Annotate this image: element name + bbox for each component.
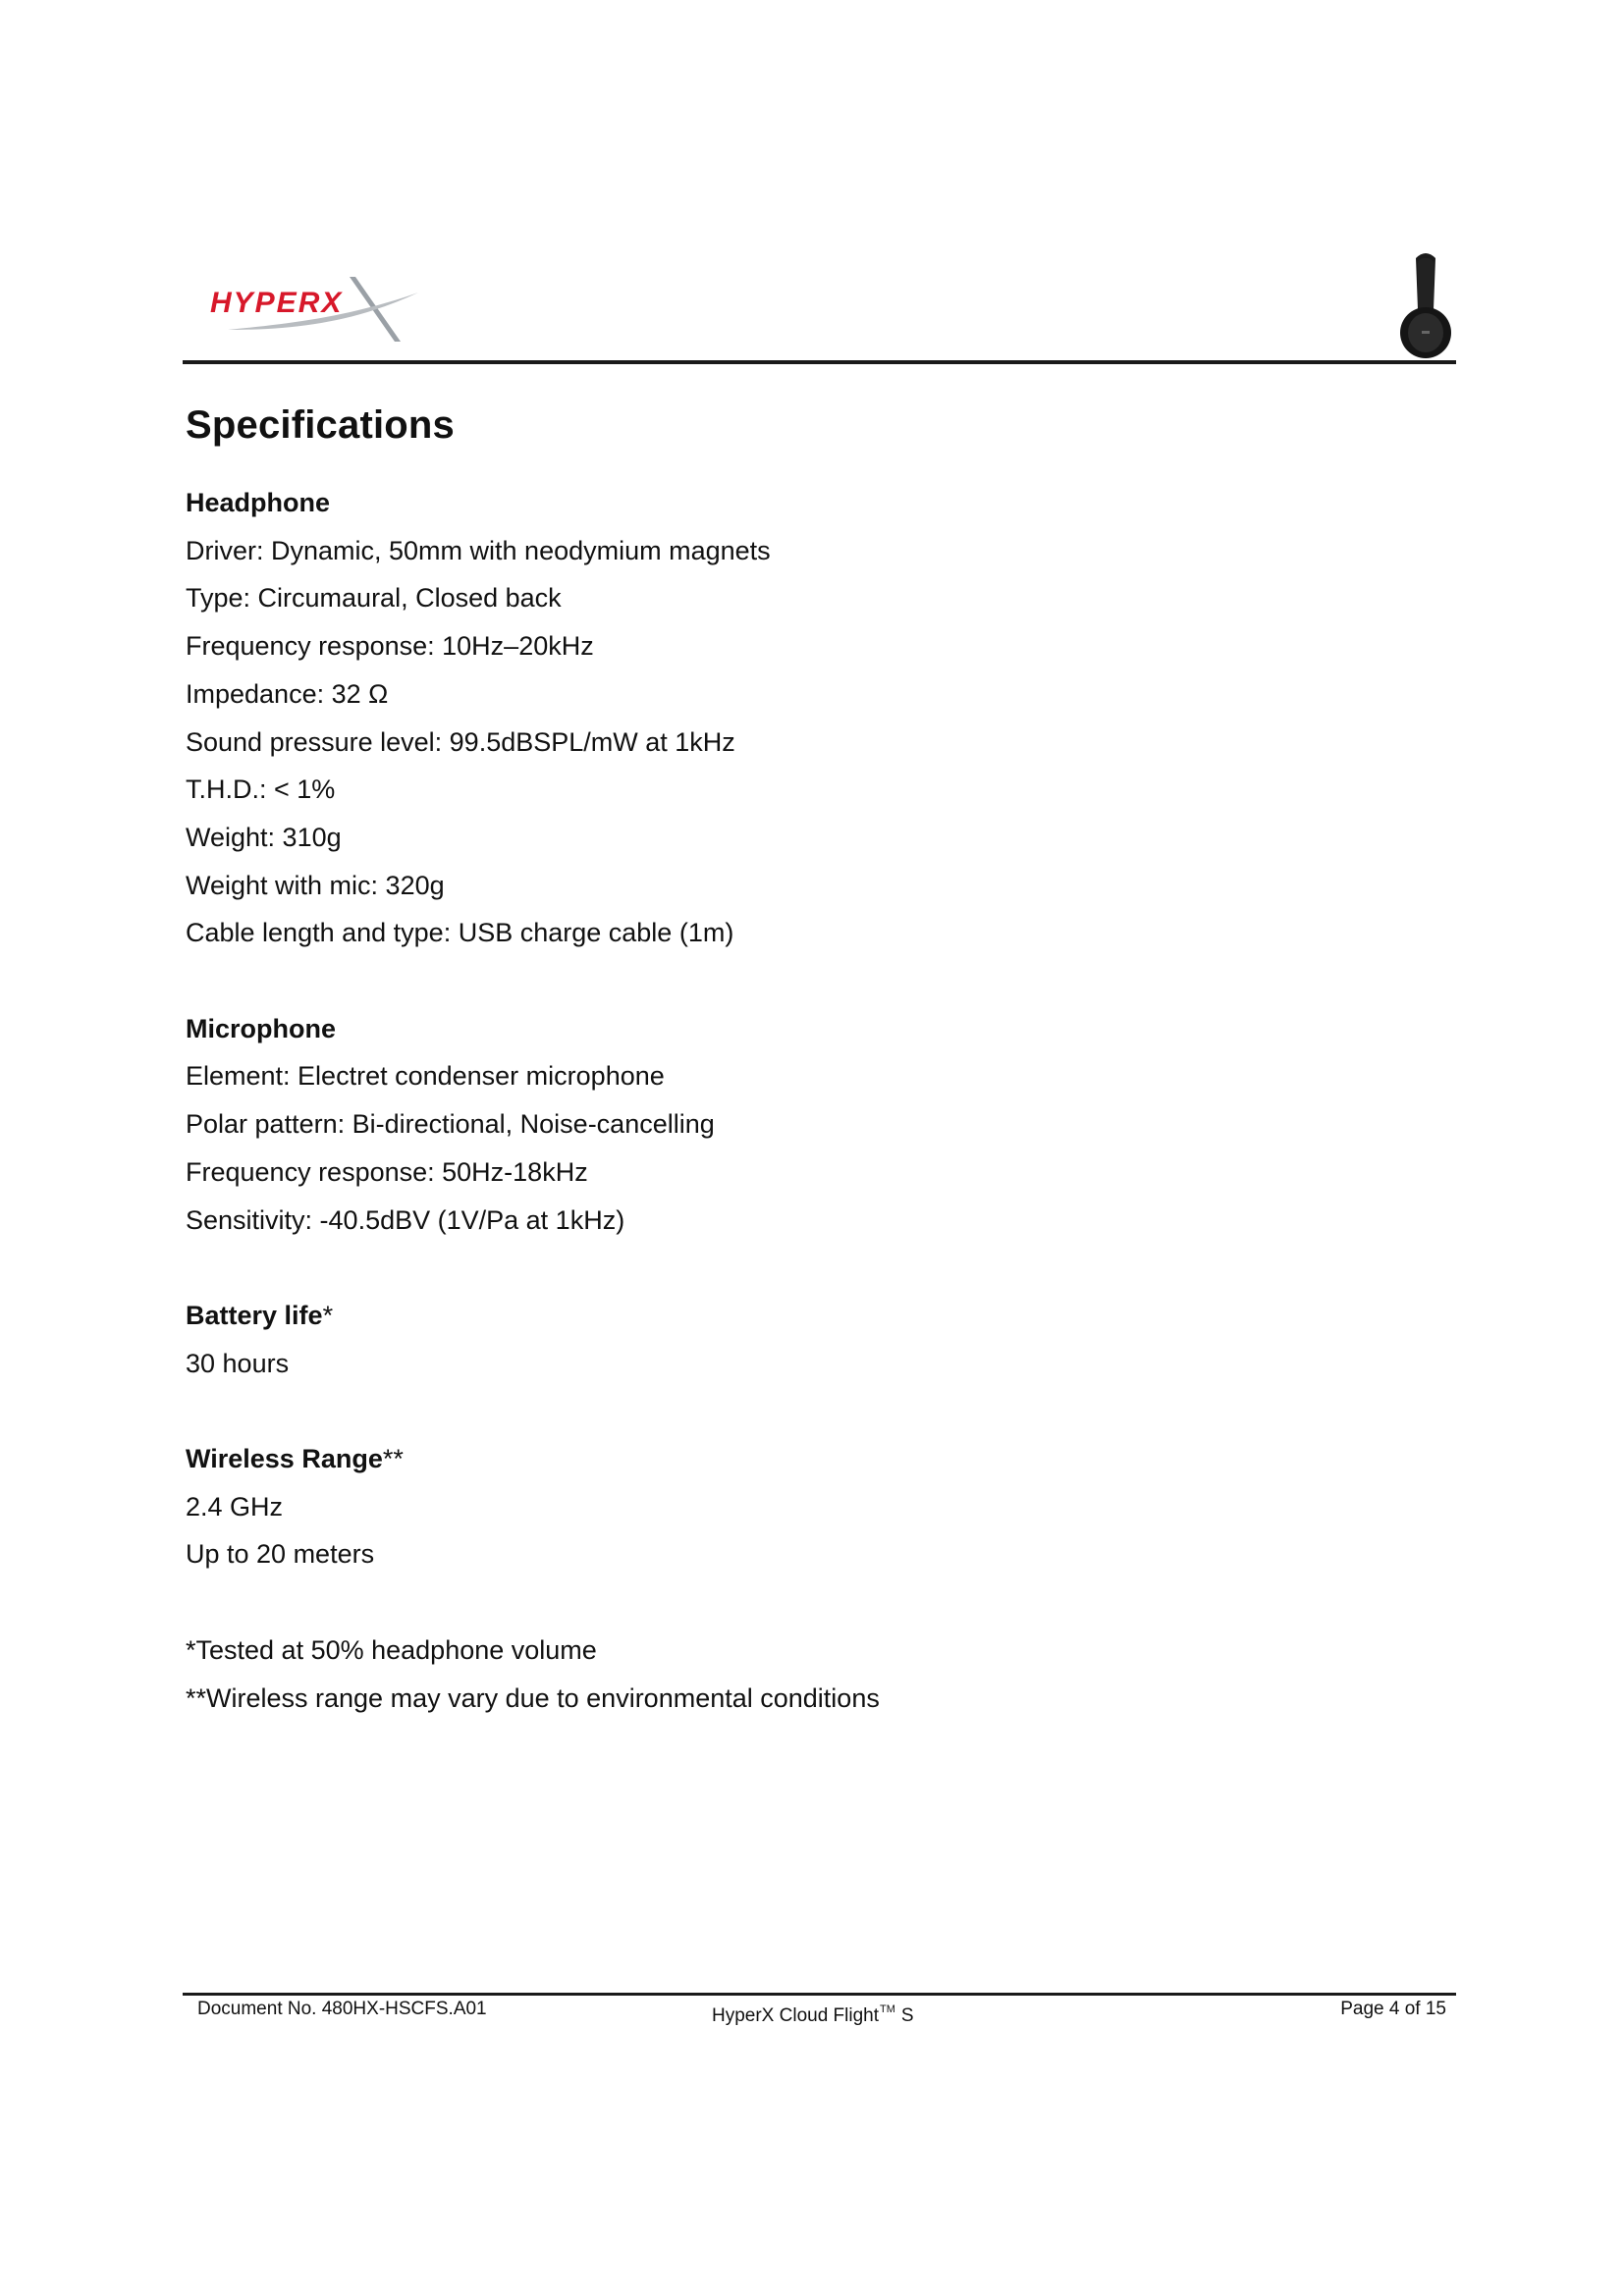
footer-product-text: HyperX Cloud Flight (712, 2005, 880, 2026)
spec-line: Cable length and type: USB charge cable (1m) (186, 918, 734, 948)
footnotes (186, 1627, 1442, 1722)
footnote: **Wireless range may vary due to environmental conditions (186, 1682, 880, 1713)
footer-rule (183, 1993, 1456, 1996)
headset-image (1396, 250, 1455, 360)
section-title-headphone: Headphone (186, 488, 331, 517)
spec-line: 2.4 GHz (186, 1491, 284, 1522)
footer-page-number: Page 4 of 15 (1340, 1999, 1446, 2019)
spec-line: Weight with mic: 320g (186, 870, 445, 900)
spec-line: 30 hours (186, 1348, 290, 1378)
headphone-section (186, 479, 1442, 957)
spec-line: Sensitivity: -40.5dBV (1V/Pa at 1kHz) (186, 1204, 625, 1235)
wireless-section (186, 1435, 1442, 1578)
battery-section (186, 1292, 1442, 1387)
footnote: *Tested at 50% headphone volume (186, 1634, 597, 1665)
footer-doc-number: Document No. 480HX-HSCFS.A01 (197, 1999, 487, 2019)
specifications-content (186, 393, 1442, 1722)
spec-line: Polar pattern: Bi-directional, Noise-cancelling (186, 1109, 715, 1140)
section-title-battery (186, 1292, 1442, 1340)
footer-product-suffix: S (900, 2005, 914, 2026)
spec-line: Frequency response: 50Hz-18kHz (186, 1156, 588, 1187)
spec-line: Impedance: 32 Ω (186, 678, 389, 709)
section-title-microphone: Microphone (186, 1013, 336, 1043)
spec-line: Up to 20 meters (186, 1539, 375, 1570)
section-title-wireless (186, 1435, 1442, 1483)
microphone-section (186, 1005, 1442, 1245)
spec-line: Frequency response: 10Hz–20kHz (186, 631, 594, 662)
wireless-title-text: Wireless Range (186, 1444, 383, 1474)
spec-line: Element: Electret condenser microphone (186, 1061, 665, 1092)
trademark-mark: TM (880, 2003, 895, 2015)
battery-title-text: Battery life (186, 1300, 323, 1330)
page-title: Specifications (186, 403, 455, 447)
spec-line: Sound pressure level: 99.5dBSPL/mW at 1kHz (186, 726, 735, 757)
spec-line: Driver: Dynamic, 50mm with neodymium magnets (186, 535, 771, 565)
hyperx-logo (208, 273, 430, 346)
spec-line: T.H.D.: < 1% (186, 774, 336, 805)
spec-line: Type: Circumaural, Closed back (186, 583, 562, 614)
logo-text: HYPERX (210, 287, 344, 319)
footer-product-name (712, 1998, 914, 2028)
header-rule (183, 360, 1456, 364)
footnote-mark: * (322, 1300, 334, 1330)
footnote-mark: ** (382, 1444, 404, 1474)
spec-line: Weight: 310g (186, 822, 342, 852)
